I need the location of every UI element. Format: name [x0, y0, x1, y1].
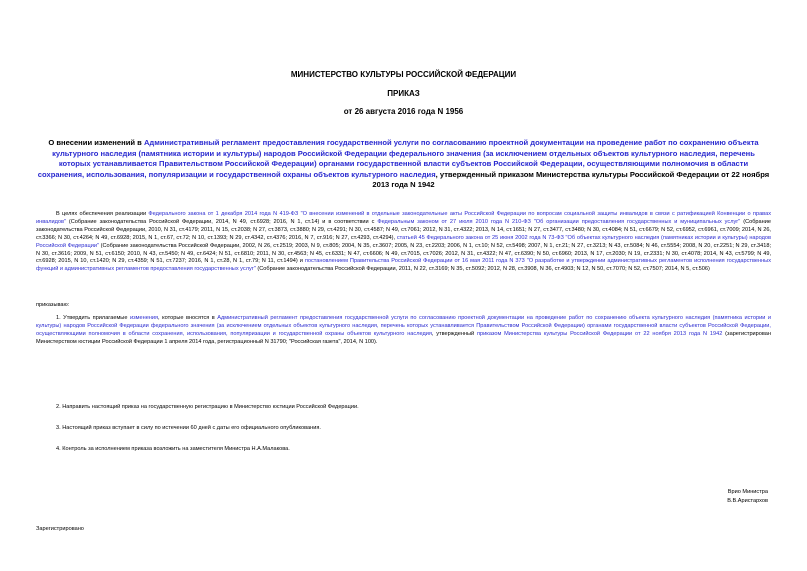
- doc-type-heading: ПРИКАЗ: [387, 89, 420, 98]
- item-2-paragraph: 2. Направить настоящий приказ на государственную регистрацию в Министерство юстиции Российской Федерации.: [56, 404, 359, 410]
- link-regulation[interactable]: Административный регламент предоставления государственной услуги по согласованию проектной документации на проведение работ по сохранению объекта культурного наследия (памятника истории и культуры) народов Российской Федерации федерального значения (за исключением отдельных объектов культурного наследия, перечень которых устанавливается Правительством Российской Федерации) органами государственной власти субъектов Российской Федерации, осуществляющими полномочия в области сохранения, использования, популяризации и государственной охраны объектов культурного наследия: [36, 315, 771, 337]
- link-changes[interactable]: изменения: [129, 315, 159, 321]
- prikazyvayu-line: приказываю:: [36, 302, 70, 308]
- preamble-paragraph: [36, 211, 771, 274]
- registered-note: Зарегистрировано: [36, 526, 84, 532]
- link-law-419[interactable]: Федерального закона от 1 декабря 2014 года N 419-ФЗ "О внесении изменений в отдельные законодательные акты Российской Федерации по вопросам социальной защиты инвалидов в связи с ратификацией Конвенции о правах инвалидов": [36, 211, 771, 225]
- item-1-paragraph: [36, 315, 771, 347]
- link-law-73-article-45[interactable]: статьей 45 Федерального закона от 25 июня 2002 года N 73-ФЗ "Об объектах культурного наследия (памятниках истории и культуры) народов Российской Федерации": [36, 234, 771, 249]
- date-number-heading: от 26 августа 2016 года N 1956: [343, 107, 464, 116]
- preamble-text-4: (Собрание законодательства Российской Федерации, 2002, N 26, ст.2519; 2003, N 9, ст.805; 2004, N 35, ст.3607; 2005, N 23, ст.2203; 2006, N 1, ст.10; N 52, ст.5498; 2007, N 1, ст.21; N 27, ст.3213; N 43, ст.5084; N 46, ст.5554; 2008, N 20, ст.2251; N 29, ст.3418; N 30, ст.3616; 2009, N 51, ст.6150; 2010, N 43, ст.5450; N 49, ст.6424; N 51, ст.6810; 2011, N 30, ст.4563; N 45, ст.6331; N 47, ст.6606; N 49, ст.7015, ст.7026; 2012, N 31, ст.4322; N 47, ст.6390; N 50, ст.6960; 2013, N 17, ст.2030; N 19, ст.2331; N 30, ст.4078; 2014, N 43, ст.5799; N 49, ст.6928; 2015, N 10, ст.1420; N 29, ст.4359; N 51, ст.7237; 2016, N 1, ст.28, N 1, ст.79; N 11, ст.1494) и: [36, 242, 771, 265]
- signature-position: Врио Министра: [727, 489, 768, 495]
- link-order-1942[interactable]: приказом Министерства культуры Российской Федерации от 22 ноября 2013 года N 1942: [476, 330, 723, 337]
- signature-block: [727, 488, 768, 505]
- title-text-1: О внесении изменений в: [48, 138, 144, 147]
- preamble-text-2: (Собрание законодательства Российской Федерации, 2014, N 49, ст.6928; 2016, N 1, ст.14) и в соответствии с: [65, 218, 378, 225]
- preamble-text-3: (Собрание законодательства Российской Федерации, 2010, N 31, ст.4179; 2011, N 15, ст.2038; N 27, ст.3873, ст.3880; N 29, ст.4291; N 30, ст.4587; N 49, ст.7061; 2012, N 31, ст.4322; 2013, N 14, ст.1651; N 27, ст.3477, ст.3480; N 30, ст.4084; N 51, ст.6679; N 52, ст.6952, ст.6961, ст.7009; 2014, N 26, ст.3366; N 30, ст.4264; N 49, ст.6928; 2015, N 1, ст.67, ст.72; N 10, ст.1393; N 29, ст.4342, ст.4376; 2016, N 7, ст.916; N 27, ст.4293, ст.4294),: [36, 218, 771, 241]
- preamble-text-5: (Собрание законодательства Российской Федерации, 2011, N 22, ст.3169; N 35, ст.5092; 2012, N 28, ст.3908, N 36, ст.4903; N 12, N 50, ст.7070; N 52, ст.7507; 2014, N 5, ст.506): [255, 266, 710, 273]
- signature-name: В.В.Аристархов: [727, 497, 768, 504]
- item1-text-4: (зарегистрирован Министерством юстиции Российской Федерации 1 апреля 2014 года, регистрационный N 31790; "Российская газета", 2014, N 100).: [36, 330, 772, 345]
- item1-text-2: , которые вносятся в: [158, 315, 218, 321]
- document-title: [36, 138, 771, 191]
- title-link-regulation[interactable]: Административный регламент предоставления государственной услуги по согласованию проектной документации на проведение работ по сохранению объекта культурного наследия (памятника истории и культуры) народов Российской Федерации федерального значения (за исключением отдельных объектов культурного наследия, перечень которых устанавливается Правительством Российской Федерации) органами государственной власти субъектов Российской Федерации, осуществляющими полномочия в области сохранения, использования, популяризации и государственной охраны объектов культурного наследия: [37, 138, 759, 179]
- title-text-2: , утвержденный приказом Министерства культуры Российской Федерации от 22 ноября 2013 года N 1942: [372, 169, 770, 190]
- ministry-heading: МИНИСТЕРСТВО КУЛЬТУРЫ РОССИЙСКОЙ ФЕДЕРАЦИИ: [290, 70, 517, 79]
- item1-text-3: , утвержденный: [431, 330, 477, 337]
- link-resolution-373[interactable]: постановлением Правительства Российской Федерации от 16 мая 2011 года N 373 "О разработке и утверждении административных регламентов исполнения государственных функций и административных регламентов предоставления государственных услуг": [36, 258, 771, 273]
- item1-text-1: 1. Утвердить прилагаемые: [56, 315, 130, 321]
- item-4-paragraph: 4. Контроль за исполнением приказа возложить на заместителя Министра Н.А.Малакова.: [56, 446, 290, 452]
- item-3-paragraph: 3. Настоящий приказ вступает в силу по истечении 60 дней с даты его официального опубликования.: [56, 425, 321, 431]
- link-law-210[interactable]: Федеральным законом от 27 июля 2010 года N 210-ФЗ "Об организации предоставления государственных и муниципальных услуг": [377, 218, 741, 225]
- preamble-text-1: В целях обеспечения реализации: [56, 211, 149, 217]
